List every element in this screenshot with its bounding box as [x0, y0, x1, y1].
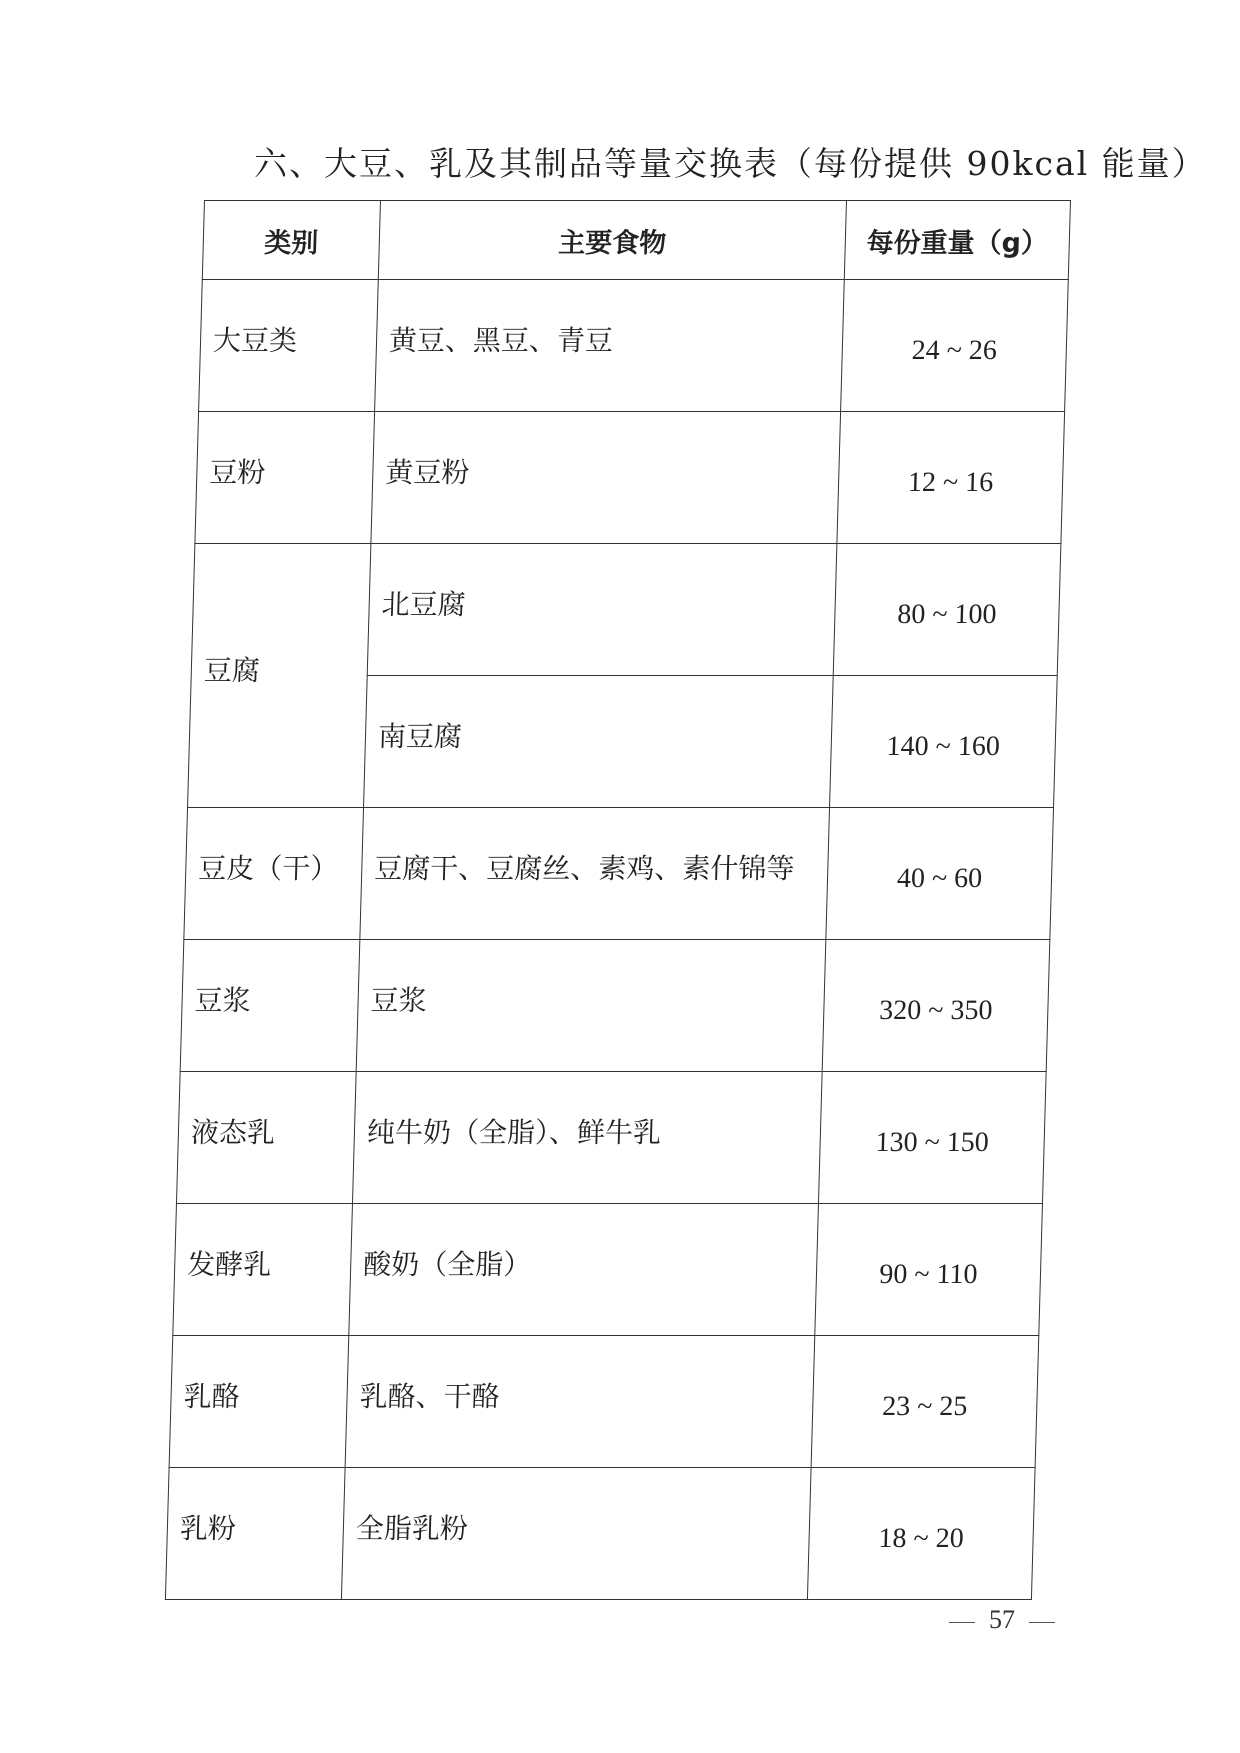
row-weight: 18 ~ 20	[807, 1468, 1035, 1600]
row-category: 豆浆	[180, 940, 360, 1072]
row-food: 全脂乳粉	[341, 1468, 811, 1600]
header-category: 类别	[202, 201, 380, 280]
row-food: 黄豆粉	[371, 412, 841, 544]
exchange-table	[165, 200, 1071, 1600]
row-food: 酸奶（全脂）	[349, 1204, 819, 1336]
page-number-value: 57	[989, 1605, 1015, 1634]
row-food: 南豆腐	[364, 676, 834, 808]
row-weight: 90 ~ 110	[815, 1204, 1043, 1336]
row-food: 豆腐干、豆腐丝、素鸡、素什锦等	[360, 808, 830, 940]
table-row	[173, 1204, 1043, 1336]
table-row	[184, 808, 1054, 940]
row-category: 液态乳	[176, 1072, 356, 1204]
table-row	[195, 412, 1065, 544]
table-row	[199, 280, 1069, 412]
row-weight: 140 ~ 160	[830, 676, 1058, 808]
row-category: 大豆类	[199, 280, 379, 412]
header-weight: 每份重量（g）	[844, 201, 1070, 280]
table-row	[165, 1468, 1035, 1600]
table-title: 六、大豆、乳及其制品等量交换表（每份提供 90kcal 能量）	[254, 144, 1207, 183]
row-category: 发酵乳	[173, 1204, 353, 1336]
row-category: 豆腐	[188, 544, 371, 808]
row-category: 豆皮（干）	[184, 808, 364, 940]
row-food: 北豆腐	[367, 544, 837, 676]
table-row	[191, 544, 1061, 676]
row-category: 乳酪	[169, 1336, 349, 1468]
row-category: 乳粉	[165, 1468, 345, 1600]
row-food: 豆浆	[356, 940, 826, 1072]
table-header-row	[202, 201, 1070, 280]
page-number	[935, 1605, 1069, 1635]
table-row	[176, 1072, 1046, 1204]
row-weight: 130 ~ 150	[818, 1072, 1046, 1204]
row-weight: 23 ~ 25	[811, 1336, 1039, 1468]
row-weight: 320 ~ 350	[822, 940, 1050, 1072]
row-category: 豆粉	[195, 412, 375, 544]
row-weight: 12 ~ 16	[837, 412, 1065, 544]
page-number-dash-right	[1029, 1622, 1055, 1623]
row-weight: 24 ~ 26	[841, 280, 1069, 412]
table-row	[169, 1336, 1039, 1468]
row-food: 黄豆、黑豆、青豆	[375, 280, 845, 412]
row-food: 乳酪、干酪	[345, 1336, 815, 1468]
row-weight: 80 ~ 100	[833, 544, 1061, 676]
row-food: 纯牛奶（全脂）、鲜牛乳	[352, 1072, 822, 1204]
header-food: 主要食物	[378, 201, 846, 280]
page-number-dash-left	[949, 1622, 975, 1623]
table-row	[180, 940, 1050, 1072]
row-weight: 40 ~ 60	[826, 808, 1054, 940]
